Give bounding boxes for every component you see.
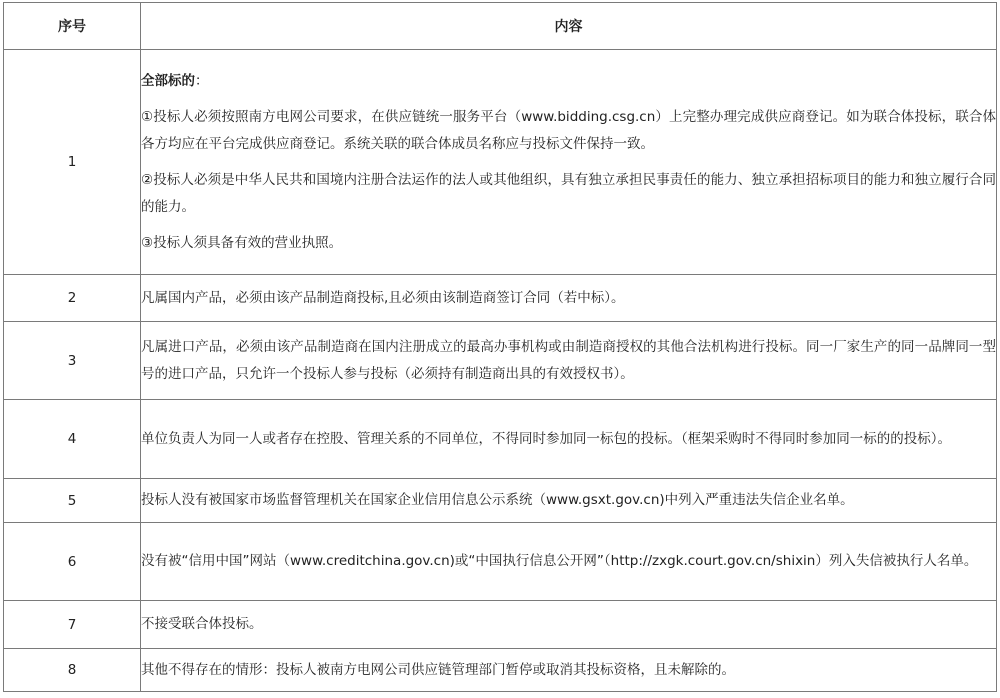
header-no: 序号 [4, 3, 141, 50]
row-title: 全部标的 [141, 72, 195, 89]
table-row [4, 275, 997, 322]
row-number: 2 [4, 275, 141, 322]
row-content: 凡属进口产品，必须由该产品制造商在国内注册成立的最高办事机构或由制造商授权的其他合法机构进行投标。同一厂家生产的同一品牌同一型号的进口产品，只允许一个投标人参与投标（必须持有制造商出具的有效授权书）。 [141, 322, 997, 400]
row-content: 投标人没有被国家市场监督管理机关在国家企业信用信息公示系统（www.gsxt.gov.cn)中列入严重违法失信企业名单。 [141, 479, 997, 523]
row-number: 8 [4, 649, 141, 692]
requirement-item: ①投标人必须按照南方电网公司要求，在供应链统一服务平台（www.bidding.csg.cn）上完整办理完成供应商登记。如为联合体投标，联合体各方均应在平台完成供应商登记。系统关联的联合体成员名称应与投标文件保持一致。 [141, 108, 996, 152]
row-content: 单位负责人为同一人或者存在控股、管理关系的不同单位，不得同时参加同一标包的投标。（框架采购时不得同时参加同一标的的投标）。 [141, 400, 997, 479]
header-content: 内容 [141, 3, 997, 50]
row-number: 1 [4, 50, 141, 275]
table-row [4, 649, 997, 692]
table-header-row [4, 3, 997, 50]
table-row [4, 523, 997, 601]
row-title-line [141, 68, 996, 95]
requirement-item: ②投标人必须是中华人民共和国境内注册合法运作的法人或其他组织，具有独立承担民事责任的能力、独立承担招标项目的能力和独立履行合同的能力。 [141, 171, 996, 215]
row-number: 5 [4, 479, 141, 523]
requirements-table [3, 2, 997, 692]
requirement-item: ③投标人须具备有效的营业执照。 [141, 234, 343, 251]
row-number: 3 [4, 322, 141, 400]
table-row [4, 479, 997, 523]
row-number: 4 [4, 400, 141, 479]
row-content [141, 50, 997, 275]
table-row [4, 322, 997, 400]
table-row [4, 50, 997, 275]
row-content: 不接受联合体投标。 [141, 601, 997, 649]
table-row [4, 601, 997, 649]
row-content: 凡属国内产品，必须由该产品制造商投标,且必须由该制造商签订合同（若中标）。 [141, 275, 997, 322]
table-row [4, 400, 997, 479]
row-title-suffix: ： [195, 72, 209, 89]
row-number: 7 [4, 601, 141, 649]
row-content: 其他不得存在的情形：投标人被南方电网公司供应链管理部门暂停或取消其投标资格，且未解除的。 [141, 649, 997, 692]
row-content: 没有被“信用中国”网站（www.creditchina.gov.cn)或“中国执行信息公开网”（http://zxgk.court.gov.cn/shixin）列入失信被执行人名单。 [141, 523, 997, 601]
row-number: 6 [4, 523, 141, 601]
